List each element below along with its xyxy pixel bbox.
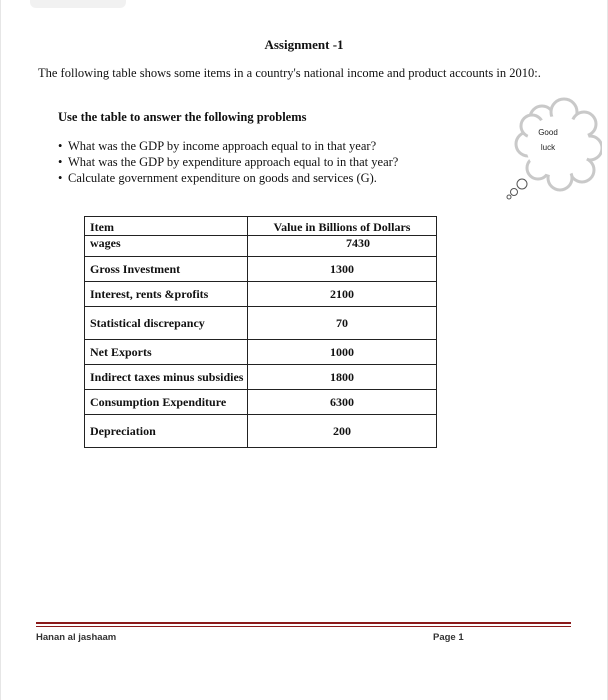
- page-title: Assignment -1: [264, 37, 344, 52]
- table-row: [85, 236, 437, 257]
- table-row: [85, 340, 437, 365]
- table-row: [85, 390, 437, 415]
- value-cell: 1000: [248, 340, 437, 365]
- thought-cloud-icon: [506, 96, 602, 208]
- value-cell: 70: [248, 307, 437, 340]
- value-cell: 1300: [248, 257, 437, 282]
- note-line-2: luck: [540, 143, 556, 152]
- footer-author: Hanan al jashaam: [36, 632, 117, 643]
- item-cell: wages: [85, 236, 248, 257]
- item-cell: Gross Investment: [85, 257, 248, 282]
- item-cell: Interest, rents &profits: [85, 282, 248, 307]
- table-row: [85, 415, 437, 448]
- footer-divider: [36, 626, 571, 627]
- item-cell: Indirect taxes minus subsidies: [85, 365, 248, 390]
- table-row: [85, 307, 437, 340]
- instructions-heading: Use the table to answer the following problems: [58, 110, 307, 124]
- item-cell: Statistical discrepancy: [85, 307, 248, 340]
- question-item: • What was the GDP by expenditure approach equal to in that year?: [58, 154, 398, 170]
- value-cell: 2100: [248, 282, 437, 307]
- note-line-1: Good: [538, 128, 558, 137]
- value-cell: 7430: [248, 236, 437, 257]
- intro-paragraph: The following table shows some items in a country's national income and product accounts in 2010:.: [38, 66, 541, 80]
- column-header-item: Item: [85, 217, 248, 236]
- table-header-row: [85, 217, 437, 236]
- question-list: [58, 138, 398, 186]
- item-cell: Depreciation: [85, 415, 248, 448]
- table-row: [85, 282, 437, 307]
- page-number: Page 1: [433, 632, 464, 643]
- accounts-table: [84, 216, 437, 448]
- item-cell: Net Exports: [85, 340, 248, 365]
- question-item: • What was the GDP by income approach equal to in that year?: [58, 138, 398, 154]
- value-cell: 6300: [248, 390, 437, 415]
- table-row: [85, 365, 437, 390]
- question-item: • Calculate government expenditure on goods and services (G).: [58, 170, 398, 186]
- top-bar-shadow: [30, 0, 126, 8]
- column-header-value: Value in Billions of Dollars: [248, 217, 437, 236]
- page-edge-left: [0, 0, 1, 700]
- item-cell: Consumption Expenditure: [85, 390, 248, 415]
- footer-divider: [36, 622, 571, 624]
- value-cell: 1800: [248, 365, 437, 390]
- value-cell: 200: [248, 415, 437, 448]
- table-row: [85, 257, 437, 282]
